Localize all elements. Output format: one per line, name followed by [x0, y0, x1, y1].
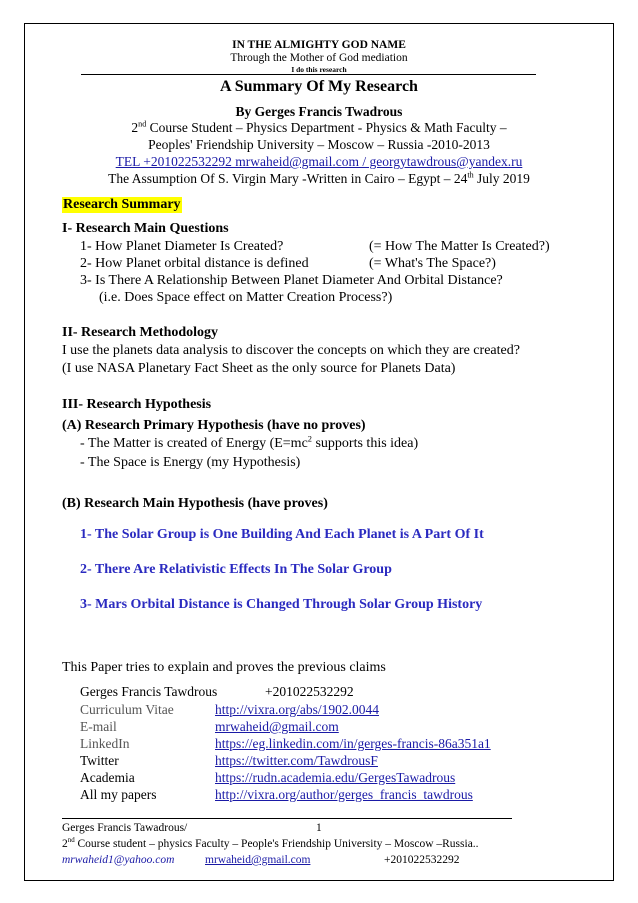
- section-3-heading: III- Research Hypothesis: [62, 397, 212, 412]
- main-hypothesis-heading: (B) Research Main Hypothesis (have proves): [62, 496, 328, 511]
- contact-name: Gerges Francis Tawdrous: [80, 684, 218, 699]
- author-contact-line[interactable]: TEL +201022532292 mrwaheid@gmail.com / georgytawdrous@yandex.ru: [115, 154, 523, 169]
- methodology-line-1: I use the planets data analysis to discover the concepts on which they are created?: [62, 343, 520, 358]
- research-summary-label: Research Summary: [63, 197, 181, 212]
- footer-divider: [62, 818, 512, 819]
- question-1-note: (= How The Matter Is Created?): [369, 239, 550, 254]
- primary-hypothesis-2: - The Space is Energy (my Hypothesis): [80, 455, 301, 470]
- header-line-3: I do this research: [291, 65, 347, 74]
- footer-name: Gerges Francis Tawadrous/: [62, 822, 188, 834]
- question-3: 3- Is There A Relationship Between Planet Diameter And Orbital Distance?: [80, 273, 503, 288]
- contact-label-papers: All my papers: [80, 787, 157, 802]
- closing-statement: This Paper tries to explain and proves the previous claims: [62, 660, 386, 675]
- page-title: A Summary Of My Research: [220, 78, 418, 95]
- section-1-heading: I- Research Main Questions: [62, 221, 229, 236]
- primary-hypothesis-1: - The Matter is created of Energy ($E=mc^2$ supports this idea): [80, 434, 419, 451]
- contact-link-cv[interactable]: http://vixra.org/abs/1902.0044: [215, 702, 379, 717]
- header-divider: [81, 74, 536, 75]
- footer-email-1[interactable]: mrwaheid1@yahoo.com: [62, 854, 175, 866]
- question-2-note: (= What's The Space?): [369, 256, 496, 271]
- footer-phone: +201022532292: [384, 854, 460, 866]
- footer-affiliation: 2nd Course student – physics Faculty – People's Friendship University – Moscow –Russia..: [62, 837, 479, 850]
- contact-link-email[interactable]: mrwaheid@gmail.com: [215, 719, 339, 734]
- footer-email-2[interactable]: mrwaheid@gmail.com: [205, 854, 311, 866]
- main-hypothesis-2: 2- There Are Relativistic Effects In The Solar Group: [80, 562, 392, 577]
- contact-label-linkedin: LinkedIn: [80, 736, 130, 751]
- primary-hypothesis-heading: (A) Research Primary Hypothesis (have no proves): [62, 418, 366, 433]
- contact-label-cv: Curriculum Vitae: [80, 702, 174, 717]
- contact-phone: +201022532292: [265, 684, 354, 699]
- contact-label-email: E-mail: [80, 719, 117, 734]
- contact-link-academia[interactable]: https://rudn.academia.edu/GergesTawadrous: [215, 770, 456, 785]
- main-hypothesis-3: 3- Mars Orbital Distance is Changed Through Solar Group History: [80, 597, 483, 612]
- question-2: 2- How Planet orbital distance is defined: [80, 256, 309, 271]
- contact-link-twitter[interactable]: https://twitter.com/TawdrousF: [215, 753, 378, 768]
- page-number: 1: [316, 822, 322, 834]
- contact-link-papers[interactable]: http://vixra.org/author/gerges_francis_tawdrous: [215, 787, 473, 802]
- header-line-2: Through the Mother of God mediation: [230, 52, 408, 64]
- contact-label-academia: Academia: [80, 770, 135, 785]
- question-3-continuation: (i.e. Does Space effect on Matter Creation Process?): [99, 290, 393, 305]
- author-byline: By Gerges Francis Twadrous: [235, 104, 403, 119]
- header-line-1: IN THE ALMIGHTY GOD NAME: [232, 39, 406, 51]
- contact-link-linkedin[interactable]: https://eg.linkedin.com/in/gerges-francis-86a351a1: [215, 736, 491, 751]
- author-affiliation-1: 2nd Course Student – Physics Department - Physics & Math Faculty –: [131, 119, 507, 135]
- main-hypothesis-1: 1- The Solar Group is One Building And Each Planet is A Part Of It: [80, 527, 484, 542]
- section-2-heading: II- Research Methodology: [62, 325, 219, 340]
- assumption-line: The Assumption Of S. Virgin Mary -Written in Cairo – Egypt – 24th July 2019: [108, 170, 530, 186]
- methodology-line-2: (I use NASA Planetary Fact Sheet as the only source for Planets Data): [62, 361, 456, 376]
- question-1: 1- How Planet Diameter Is Created?: [80, 239, 284, 254]
- author-affiliation-2: Peoples' Friendship University – Moscow – Russia -2010-2013: [148, 137, 490, 152]
- contact-label-twitter: Twitter: [80, 753, 119, 768]
